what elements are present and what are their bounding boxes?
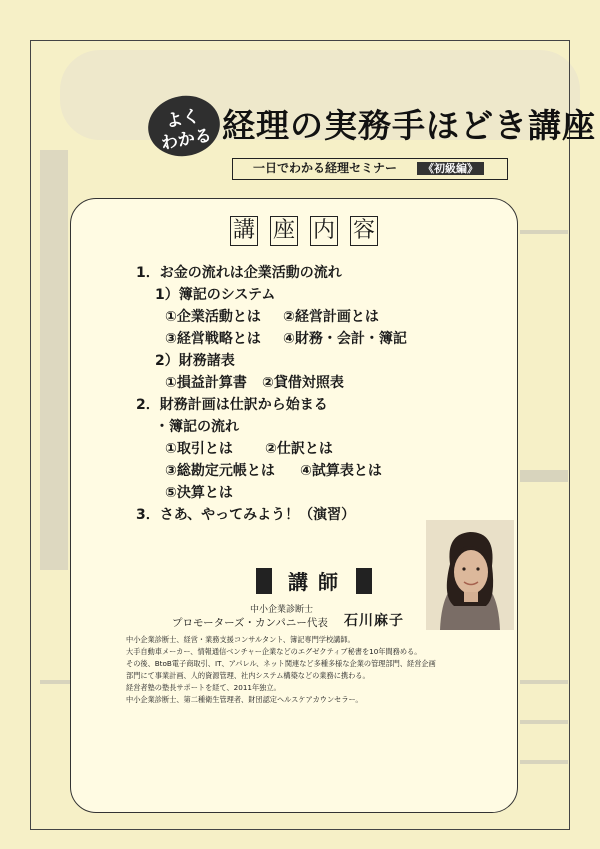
outline-item: 2）財務諸表 [155,353,235,369]
bio-line: その後、BtoB電子商取引、IT、アパレル、ネット関連など多種多様な企業の管理部門、経営企画 [126,659,436,668]
outline-item: ⑤決算とは [165,485,233,501]
bio-line: 中小企業診断士、経営・業務支援コンサルタント、簿記専門学校講師。 [126,635,355,644]
bio-line: 部門にて事業計画、人的資源管理、社内システム構築などの業務に携わる。 [126,671,370,680]
badge-line-2: わかる [159,125,214,155]
outline-item: ①取引とは [165,441,233,457]
lecturer-photo [426,520,514,630]
bio-line: 中小企業診断士、第二種衛生管理者、財団認定ヘルスケアカウンセラー。 [126,695,363,704]
bio-line: 経営者塾の塾長サポートを経て、2011年独立。 [126,683,281,692]
page-title: 経理の実務手ほどき講座 [222,106,596,145]
course-heading [230,216,378,246]
outline-item: ②仕訳とは [265,441,333,457]
outline-item: ・簿記の流れ [155,419,239,435]
outline-item: ③経営戦略とは [165,331,261,347]
badge-line-1: よく [164,106,202,132]
portrait-image [426,520,514,630]
outline-item: ①損益計算書 [165,375,247,391]
bio-line: 大手自動車メーカー、情報通信ベンチャー企業などのエグゼクティブ秘書を10年間務める。 [126,647,422,656]
heading-char: 容 [350,216,378,246]
lecturer-title: プロモーターズ・カンパニー代表 [172,617,328,629]
outline-item: 1．お金の流れは企業活動の流れ [136,265,342,281]
lecturer-heading-label: 講師 [288,570,348,594]
lecturer-bio [126,634,436,706]
lecturer-qualification: 中小企業診断士 [250,605,314,615]
heading-char: 講 [230,216,258,246]
lecturer-name: 石川麻子 [344,613,404,629]
outline-item: 1）簿記のシステム [155,287,276,303]
outline-item: 2．財務計画は仕訳から始まる [136,397,328,413]
edition-label: 《初級編》 [417,162,484,175]
outline-item: ①企業活動とは [165,309,261,325]
outline-item: 3．さあ、やってみよう！（演習） [136,507,356,523]
heading-block [256,568,272,594]
subtitle: 一日でわかる経理セミナー [253,161,398,175]
outline-item: ②経営計画とは [283,309,379,325]
outline-item: ③総勘定元帳とは [165,463,275,479]
heading-block [356,568,372,594]
heading-char: 座 [270,216,298,246]
outline-item: ④財務・会計・簿記 [283,331,407,347]
outline-item: ④試算表とは [300,463,382,479]
lecturer-heading [256,566,372,595]
heading-char: 内 [310,216,338,246]
subtitle-bar [232,158,508,180]
outline-item: ②貸借対照表 [262,375,344,391]
